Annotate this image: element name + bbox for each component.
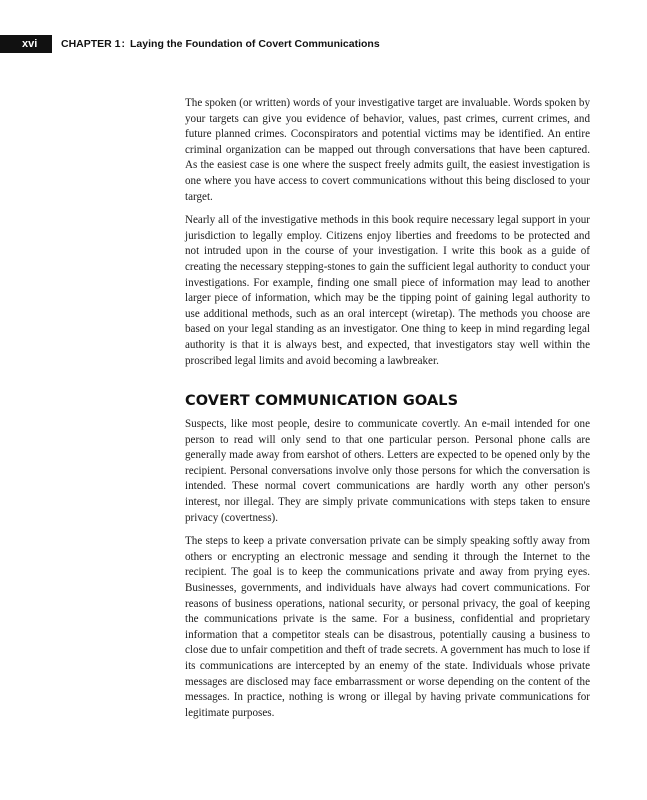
section-heading: COVERT COMMUNICATION GOALS	[185, 393, 459, 410]
body-paragraph: Nearly all of the investigative methods in this book require necessary legal support in your jurisdiction to legally employ. Citizens enjoy liberties and freedoms to be protected and not intruded upon in the course of your investigation. I write this book as a guide of creating the necessary stepping-stones to gain the sufficient legal authority to conduct your investigations. For example, finding one small piece of information may lead to another larger piece of information, which may be the tipping point of gaining legal authority to use additional methods, such as an oral intercept (wiretap). The methods you choose are based on your legal standing as an investigator. One thing to keep in mind regarding legal authority is that it is always best, and expected, that investigators stay well within the proscribed legal limits and avoid becoming a lawbreaker.	[185, 214, 590, 367]
running-header	[0, 35, 380, 53]
running-head-title	[61, 38, 380, 50]
body-paragraph: Suspects, like most people, desire to communicate covertly. An e-mail intended for one person to read will only send to that one particular person. Personal phone calls are generally made away from earshot of others. Letters are expected to be opened only by the recipient. Personal conversations involve only those persons for which the conversation is intended. These normal covert communications are hardly worth any other person's interest, nor illegal. They are simply private communications with steps taken to ensure privacy (covertness).	[185, 418, 590, 524]
page-body	[185, 96, 590, 721]
chapter-title: Laying the Foundation of Covert Communications	[130, 38, 380, 50]
chapter-label: CHAPTER 1	[61, 38, 121, 50]
body-paragraph: The steps to keep a private conversation private can be simply speaking softly away from others or encrypting an electronic message and sending it through the Internet to the recipient. The goal is to keep the communications private and away from prying eyes. Businesses, governments, and individuals have always had covert communications. For reasons of business operations, national security, or personal privacy, the goal of keeping the communications private is the same. For a business, confidential and proprietary information that a competitor steals can be disastrous, potentially causing a business to close due to unfair competition and theft of trade secrets. A government has much to lose if its communications are intercepted by an enemy of the state. Individuals whose private messages are disclosed may face embarrassment or worse depending on the content of the messages. In practice, nothing is wrong or illegal by having private communications for legitimate purposes.	[185, 535, 590, 719]
chapter-separator: :	[121, 38, 126, 50]
page-number: xvi	[0, 35, 52, 53]
body-paragraph: The spoken (or written) words of your investigative target are invaluable. Words spoken by your targets can give you evidence of behavior, values, past crimes, current crimes, and future planned crimes. Coconspirators and potential victims may be identified. An entire criminal organization can be mapped out through conversations that have been captured. As the easiest case is one where the suspect freely admits guilt, the easiest investigation is one where you have access to covert communications without this being disclosed to your target.	[185, 97, 590, 203]
